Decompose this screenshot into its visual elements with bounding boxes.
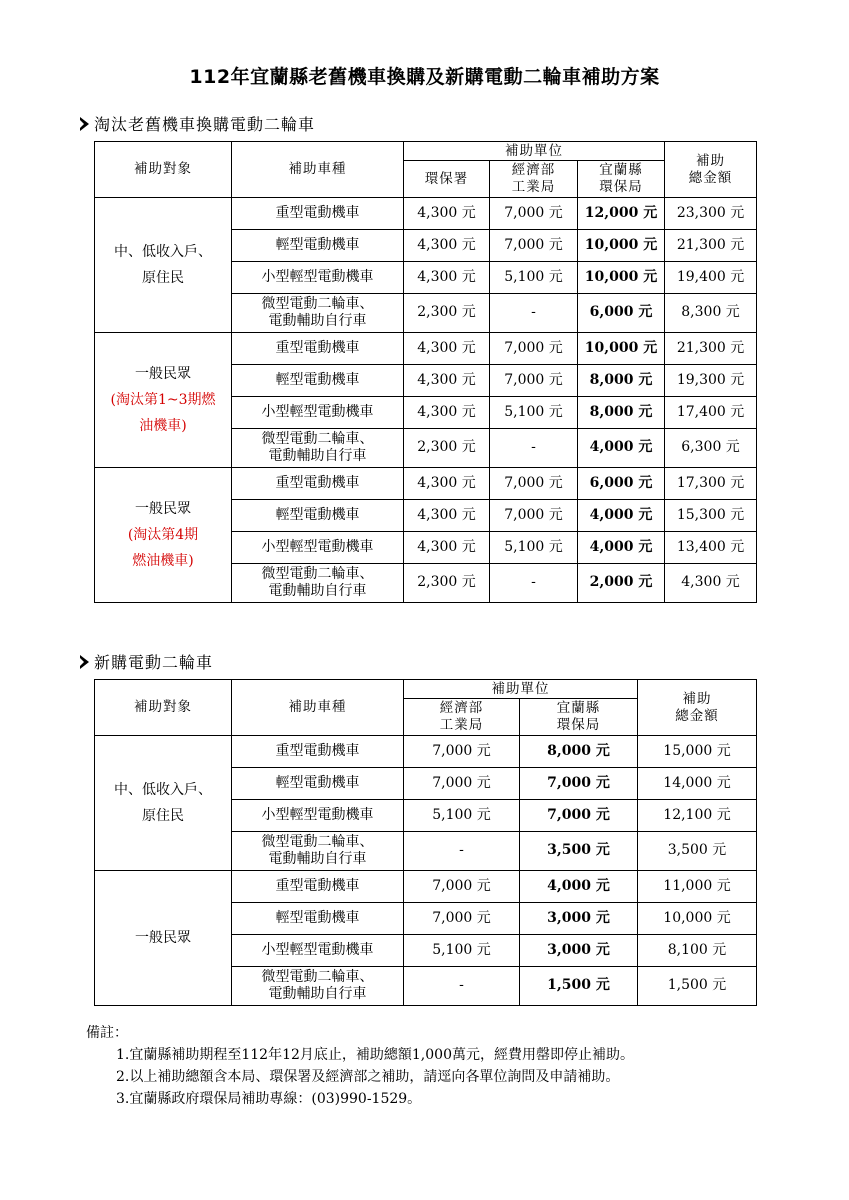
target-group-note: (淘汰第4期 燃油機車): [127, 527, 199, 569]
total-amount-cell: 1,500 元: [638, 967, 757, 1006]
total-amount-cell: 17,400 元: [665, 397, 757, 429]
vehicle-type-cell: 小型輕型電動機車: [232, 935, 404, 967]
epa-amount-cell: 4,300 元: [404, 198, 490, 230]
table-row: [95, 333, 757, 365]
epa-amount-cell: 4,300 元: [404, 230, 490, 262]
yilan-amount-cell: 2,000 元: [578, 564, 665, 603]
total-amount-cell: 12,100 元: [638, 800, 757, 832]
moea-amount-cell: -: [404, 967, 520, 1006]
vehicle-type-cell: 輕型電動機車: [232, 365, 404, 397]
vehicle-type-cell: 小型輕型電動機車: [232, 800, 404, 832]
target-group-cell: [95, 198, 232, 333]
header-target: 補助對象: [95, 680, 232, 736]
yilan-amount-cell: 4,000 元: [578, 532, 665, 564]
total-amount-cell: 3,500 元: [638, 832, 757, 871]
total-amount-cell: 21,300 元: [665, 333, 757, 365]
total-amount-cell: 11,000 元: [638, 871, 757, 903]
yilan-amount-cell: 7,000 元: [520, 768, 638, 800]
moea-amount-cell: -: [490, 564, 578, 603]
moea-amount-cell: 7,000 元: [490, 468, 578, 500]
target-group-cell: [95, 333, 232, 468]
moea-amount-cell: 7,000 元: [490, 198, 578, 230]
vehicle-type-cell: 輕型電動機車: [232, 500, 404, 532]
vehicle-type-cell: 微型電動二輪車、 電動輔助自行車: [232, 429, 404, 468]
target-group-label: 中、低收入戶、 原住民: [114, 244, 212, 286]
note-item-2: 2.以上補助總額含本局、環保署及經濟部之補助，請逕向各單位詢問及申請補助。: [116, 1069, 620, 1085]
total-amount-cell: 17,300 元: [665, 468, 757, 500]
moea-amount-cell: 7,000 元: [404, 736, 520, 768]
target-group-label: 中、低收入戶、 原住民: [114, 782, 212, 824]
moea-amount-cell: 5,100 元: [490, 532, 578, 564]
moea-amount-cell: 5,100 元: [490, 397, 578, 429]
section-heading-text: 淘汰老舊機車換購電動二輪車: [94, 115, 316, 134]
total-amount-cell: 14,000 元: [638, 768, 757, 800]
notes-label: 備註：: [86, 1025, 128, 1041]
total-amount-cell: 10,000 元: [638, 903, 757, 935]
moea-amount-cell: 5,100 元: [490, 262, 578, 294]
yilan-amount-cell: 12,000 元: [578, 198, 665, 230]
moea-amount-cell: 7,000 元: [490, 333, 578, 365]
yilan-amount-cell: 6,000 元: [578, 294, 665, 333]
header-total: 補助 總金額: [665, 142, 757, 198]
page-title: 112年宜蘭縣老舊機車換購及新購電動二輪車補助方案: [189, 66, 660, 88]
vehicle-type-cell: 微型電動二輪車、 電動輔助自行車: [232, 832, 404, 871]
moea-amount-cell: 7,000 元: [404, 903, 520, 935]
yilan-amount-cell: 3,000 元: [520, 903, 638, 935]
header-units: 補助單位: [404, 680, 638, 699]
moea-amount-cell: 7,000 元: [404, 871, 520, 903]
moea-amount-cell: 5,100 元: [404, 800, 520, 832]
vehicle-type-cell: 輕型電動機車: [232, 230, 404, 262]
header-units: 補助單位: [404, 142, 665, 161]
section-heading-text: 新購電動二輪車: [94, 653, 214, 672]
yilan-amount-cell: 1,500 元: [520, 967, 638, 1006]
header-vehicle: 補助車種: [232, 680, 404, 736]
header-unit-yilan: 宜蘭縣 環保局: [520, 699, 638, 736]
vehicle-type-cell: 重型電動機車: [232, 736, 404, 768]
epa-amount-cell: 4,300 元: [404, 262, 490, 294]
epa-amount-cell: 4,300 元: [404, 397, 490, 429]
vehicle-type-cell: 小型輕型電動機車: [232, 397, 404, 429]
epa-amount-cell: 4,300 元: [404, 468, 490, 500]
header-vehicle: 補助車種: [232, 142, 404, 198]
moea-amount-cell: 7,000 元: [490, 500, 578, 532]
vehicle-type-cell: 小型輕型電動機車: [232, 262, 404, 294]
section-heading-new-purchase: [80, 650, 213, 673]
yilan-amount-cell: 10,000 元: [578, 262, 665, 294]
vehicle-type-cell: 重型電動機車: [232, 198, 404, 230]
vehicle-type-cell: 輕型電動機車: [232, 903, 404, 935]
target-group-label: 一般民眾: [135, 930, 191, 946]
table-row: [95, 736, 757, 768]
target-group-cell: [95, 736, 232, 871]
notes-section: [86, 1022, 634, 1110]
table-row: [95, 198, 757, 230]
note-item-1: 1.宜蘭縣補助期程至112年12月底止，補助總額1,000萬元，經費用罄即停止補助。: [116, 1047, 634, 1063]
yilan-amount-cell: 10,000 元: [578, 333, 665, 365]
header-unit-moea: 經濟部 工業局: [490, 161, 578, 198]
arrow-bullet-icon: [80, 655, 89, 669]
header-target: 補助對象: [95, 142, 232, 198]
moea-amount-cell: 5,100 元: [404, 935, 520, 967]
yilan-amount-cell: 3,000 元: [520, 935, 638, 967]
table-row: [95, 871, 757, 903]
epa-amount-cell: 4,300 元: [404, 333, 490, 365]
header-unit-yilan: 宜蘭縣 環保局: [578, 161, 665, 198]
yilan-amount-cell: 4,000 元: [578, 500, 665, 532]
moea-amount-cell: 7,000 元: [404, 768, 520, 800]
vehicle-type-cell: 重型電動機車: [232, 333, 404, 365]
vehicle-type-cell: 重型電動機車: [232, 468, 404, 500]
yilan-amount-cell: 4,000 元: [520, 871, 638, 903]
epa-amount-cell: 2,300 元: [404, 294, 490, 333]
moea-amount-cell: -: [490, 294, 578, 333]
yilan-amount-cell: 6,000 元: [578, 468, 665, 500]
replacement-subsidy-table: [94, 141, 757, 603]
total-amount-cell: 6,300 元: [665, 429, 757, 468]
yilan-amount-cell: 4,000 元: [578, 429, 665, 468]
vehicle-type-cell: 輕型電動機車: [232, 768, 404, 800]
moea-amount-cell: 7,000 元: [490, 365, 578, 397]
total-amount-cell: 8,300 元: [665, 294, 757, 333]
total-amount-cell: 15,000 元: [638, 736, 757, 768]
vehicle-type-cell: 微型電動二輪車、 電動輔助自行車: [232, 564, 404, 603]
yilan-amount-cell: 10,000 元: [578, 230, 665, 262]
total-amount-cell: 19,300 元: [665, 365, 757, 397]
yilan-amount-cell: 8,000 元: [578, 365, 665, 397]
yilan-amount-cell: 8,000 元: [520, 736, 638, 768]
total-amount-cell: 19,400 元: [665, 262, 757, 294]
vehicle-type-cell: 微型電動二輪車、 電動輔助自行車: [232, 294, 404, 333]
total-amount-cell: 13,400 元: [665, 532, 757, 564]
total-amount-cell: 21,300 元: [665, 230, 757, 262]
header-unit-moea: 經濟部 工業局: [404, 699, 520, 736]
vehicle-type-cell: 小型輕型電動機車: [232, 532, 404, 564]
header-total: 補助 總金額: [638, 680, 757, 736]
arrow-bullet-icon: [80, 117, 89, 131]
epa-amount-cell: 4,300 元: [404, 500, 490, 532]
epa-amount-cell: 4,300 元: [404, 365, 490, 397]
yilan-amount-cell: 8,000 元: [578, 397, 665, 429]
epa-amount-cell: 2,300 元: [404, 564, 490, 603]
target-group-label: 一般民眾: [135, 501, 191, 517]
yilan-amount-cell: 7,000 元: [520, 800, 638, 832]
vehicle-type-cell: 重型電動機車: [232, 871, 404, 903]
moea-amount-cell: 7,000 元: [490, 230, 578, 262]
target-group-label: 一般民眾: [135, 366, 191, 382]
epa-amount-cell: 4,300 元: [404, 532, 490, 564]
yilan-amount-cell: 3,500 元: [520, 832, 638, 871]
vehicle-type-cell: 微型電動二輪車、 電動輔助自行車: [232, 967, 404, 1006]
total-amount-cell: 23,300 元: [665, 198, 757, 230]
new-purchase-subsidy-table: [94, 679, 757, 1006]
target-group-cell: [95, 871, 232, 1006]
total-amount-cell: 15,300 元: [665, 500, 757, 532]
total-amount-cell: 4,300 元: [665, 564, 757, 603]
header-unit-epa: 環保署: [404, 161, 490, 198]
target-group-cell: [95, 468, 232, 603]
section-heading-replacement: [80, 112, 315, 135]
target-group-note: (淘汰第1~3期燃 油機車): [110, 392, 216, 434]
epa-amount-cell: 2,300 元: [404, 429, 490, 468]
moea-amount-cell: -: [490, 429, 578, 468]
table-row: [95, 468, 757, 500]
note-item-3: 3.宜蘭縣政府環保局補助專線：(03)990-1529。: [116, 1091, 422, 1107]
total-amount-cell: 8,100 元: [638, 935, 757, 967]
moea-amount-cell: -: [404, 832, 520, 871]
